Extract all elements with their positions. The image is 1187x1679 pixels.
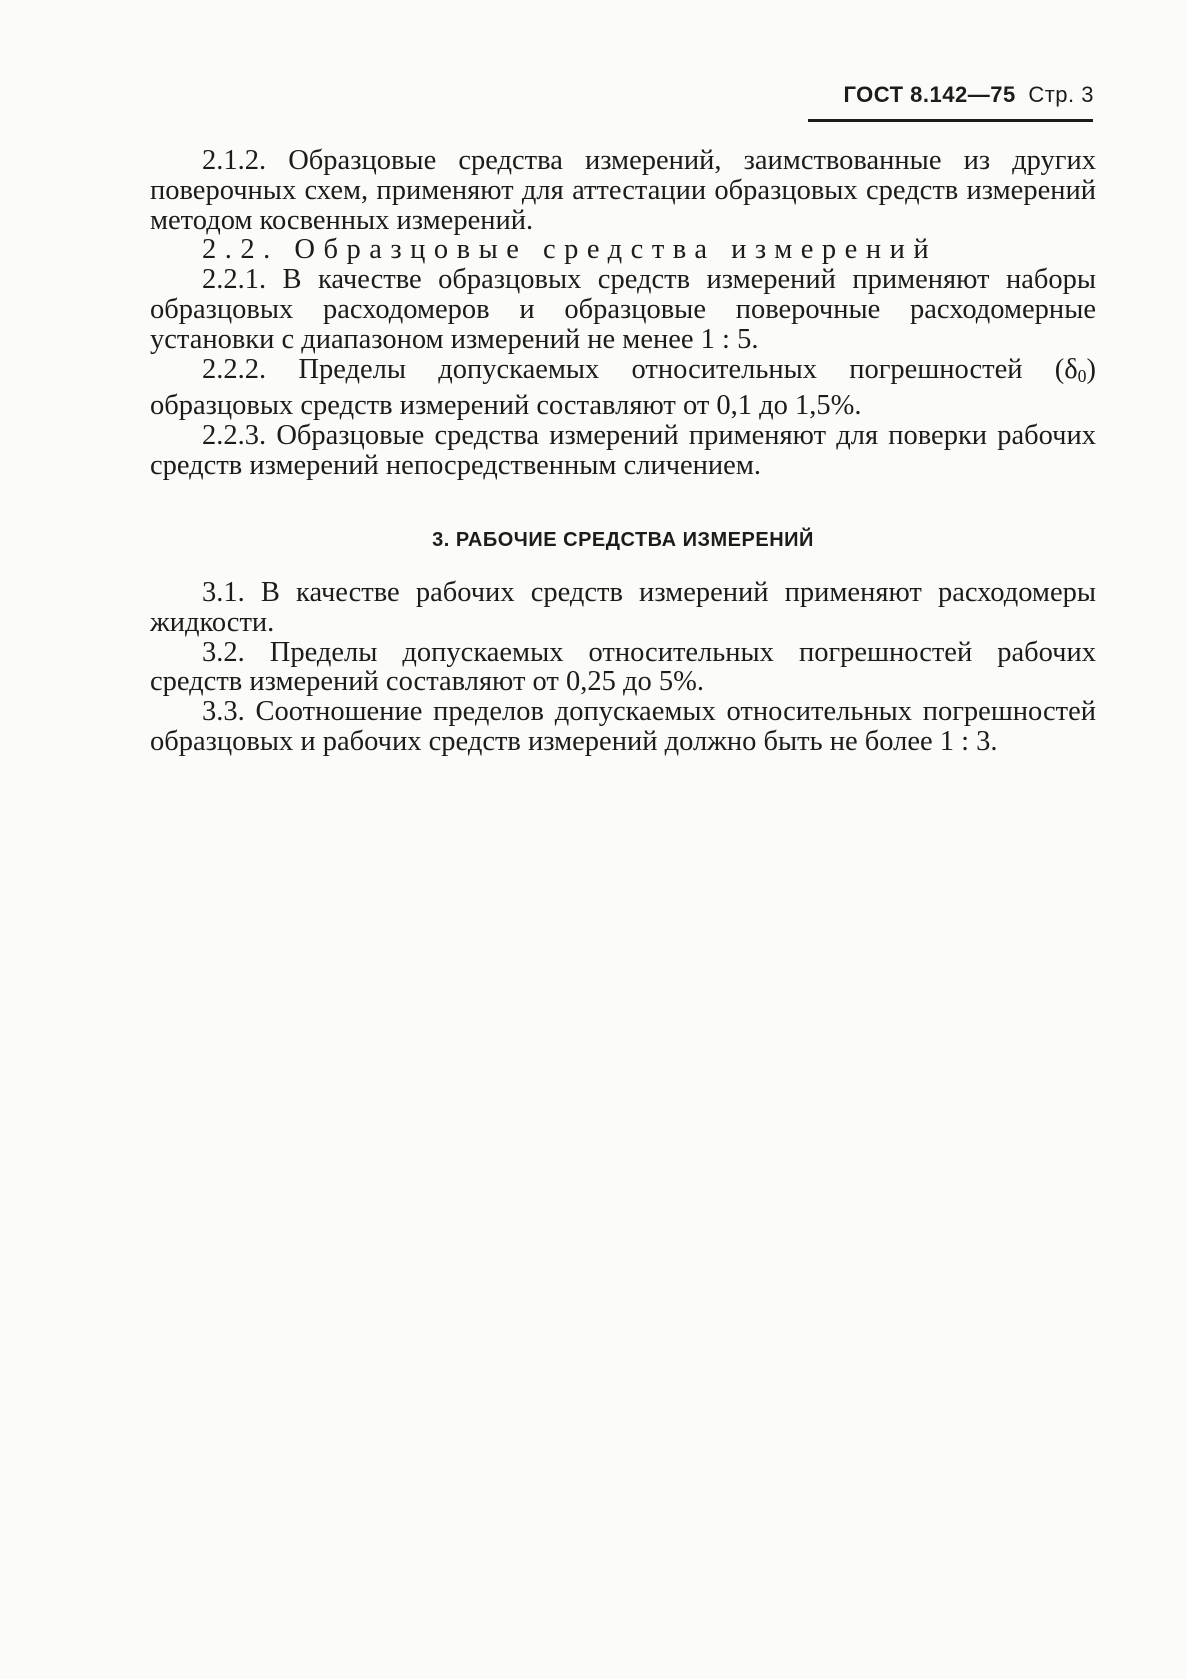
section-2-text — [150, 146, 1096, 481]
paragraph-2-1-2: 2.1.2. Образцовые средства измерений, заимствованные из других поверочных схем, применяют для аттестации образцовых средств измерений методом косвенных измерений. — [150, 145, 1096, 236]
paragraph-3-2: 3.2. Пределы допускаемых относительных погрешностей рабочих средств измерений составляют от 0,25 до 5%. — [150, 636, 1096, 698]
paragraph-2-2-3: 2.2.3. Образцовые средства измерений применяют для поверки рабочих средств измерений непосредственным сличением. — [150, 420, 1096, 481]
paragraph-2-2-2 — [150, 355, 1096, 422]
section-3-text — [150, 578, 1096, 757]
page-header — [818, 82, 1094, 108]
delta-subscript: 0 — [1077, 365, 1087, 386]
page-number: Стр. 3 — [1028, 82, 1094, 107]
standard-number: ГОСТ 8.142—75 — [843, 82, 1016, 107]
subsection-heading-2-2: 2.2. Образцовые средства измерений — [202, 234, 938, 266]
header-rule — [808, 119, 1093, 122]
paragraph-2-2-1: 2.2.1. В качестве образцовых средств измерений применяют наборы образцовых расходомеров и образцовые поверочные расходомерные установки с диапазоном измерений не менее 1 : 5. — [150, 264, 1096, 355]
paragraph-2-2-2-end: ) образцовых средств измерений составляют от 0,1 до 1,5%. — [150, 353, 1096, 422]
paragraph-3-1: 3.1. В качестве рабочих средств измерений применяют расходомеры жидкости. — [150, 577, 1096, 638]
paragraph-2-2-2-start: 2.2.2. Пределы допускаемых относительных погрешностей (δ — [202, 353, 1078, 385]
paragraph-3-3: 3.3. Соотношение пределов допускаемых относительных погрешностей образцовых и рабочих средств измерений должно быть не более 1 : 3. — [150, 696, 1096, 757]
section-3-title: 3. РАБОЧИЕ СРЕДСТВА ИЗМЕРЕНИЙ — [432, 529, 814, 551]
